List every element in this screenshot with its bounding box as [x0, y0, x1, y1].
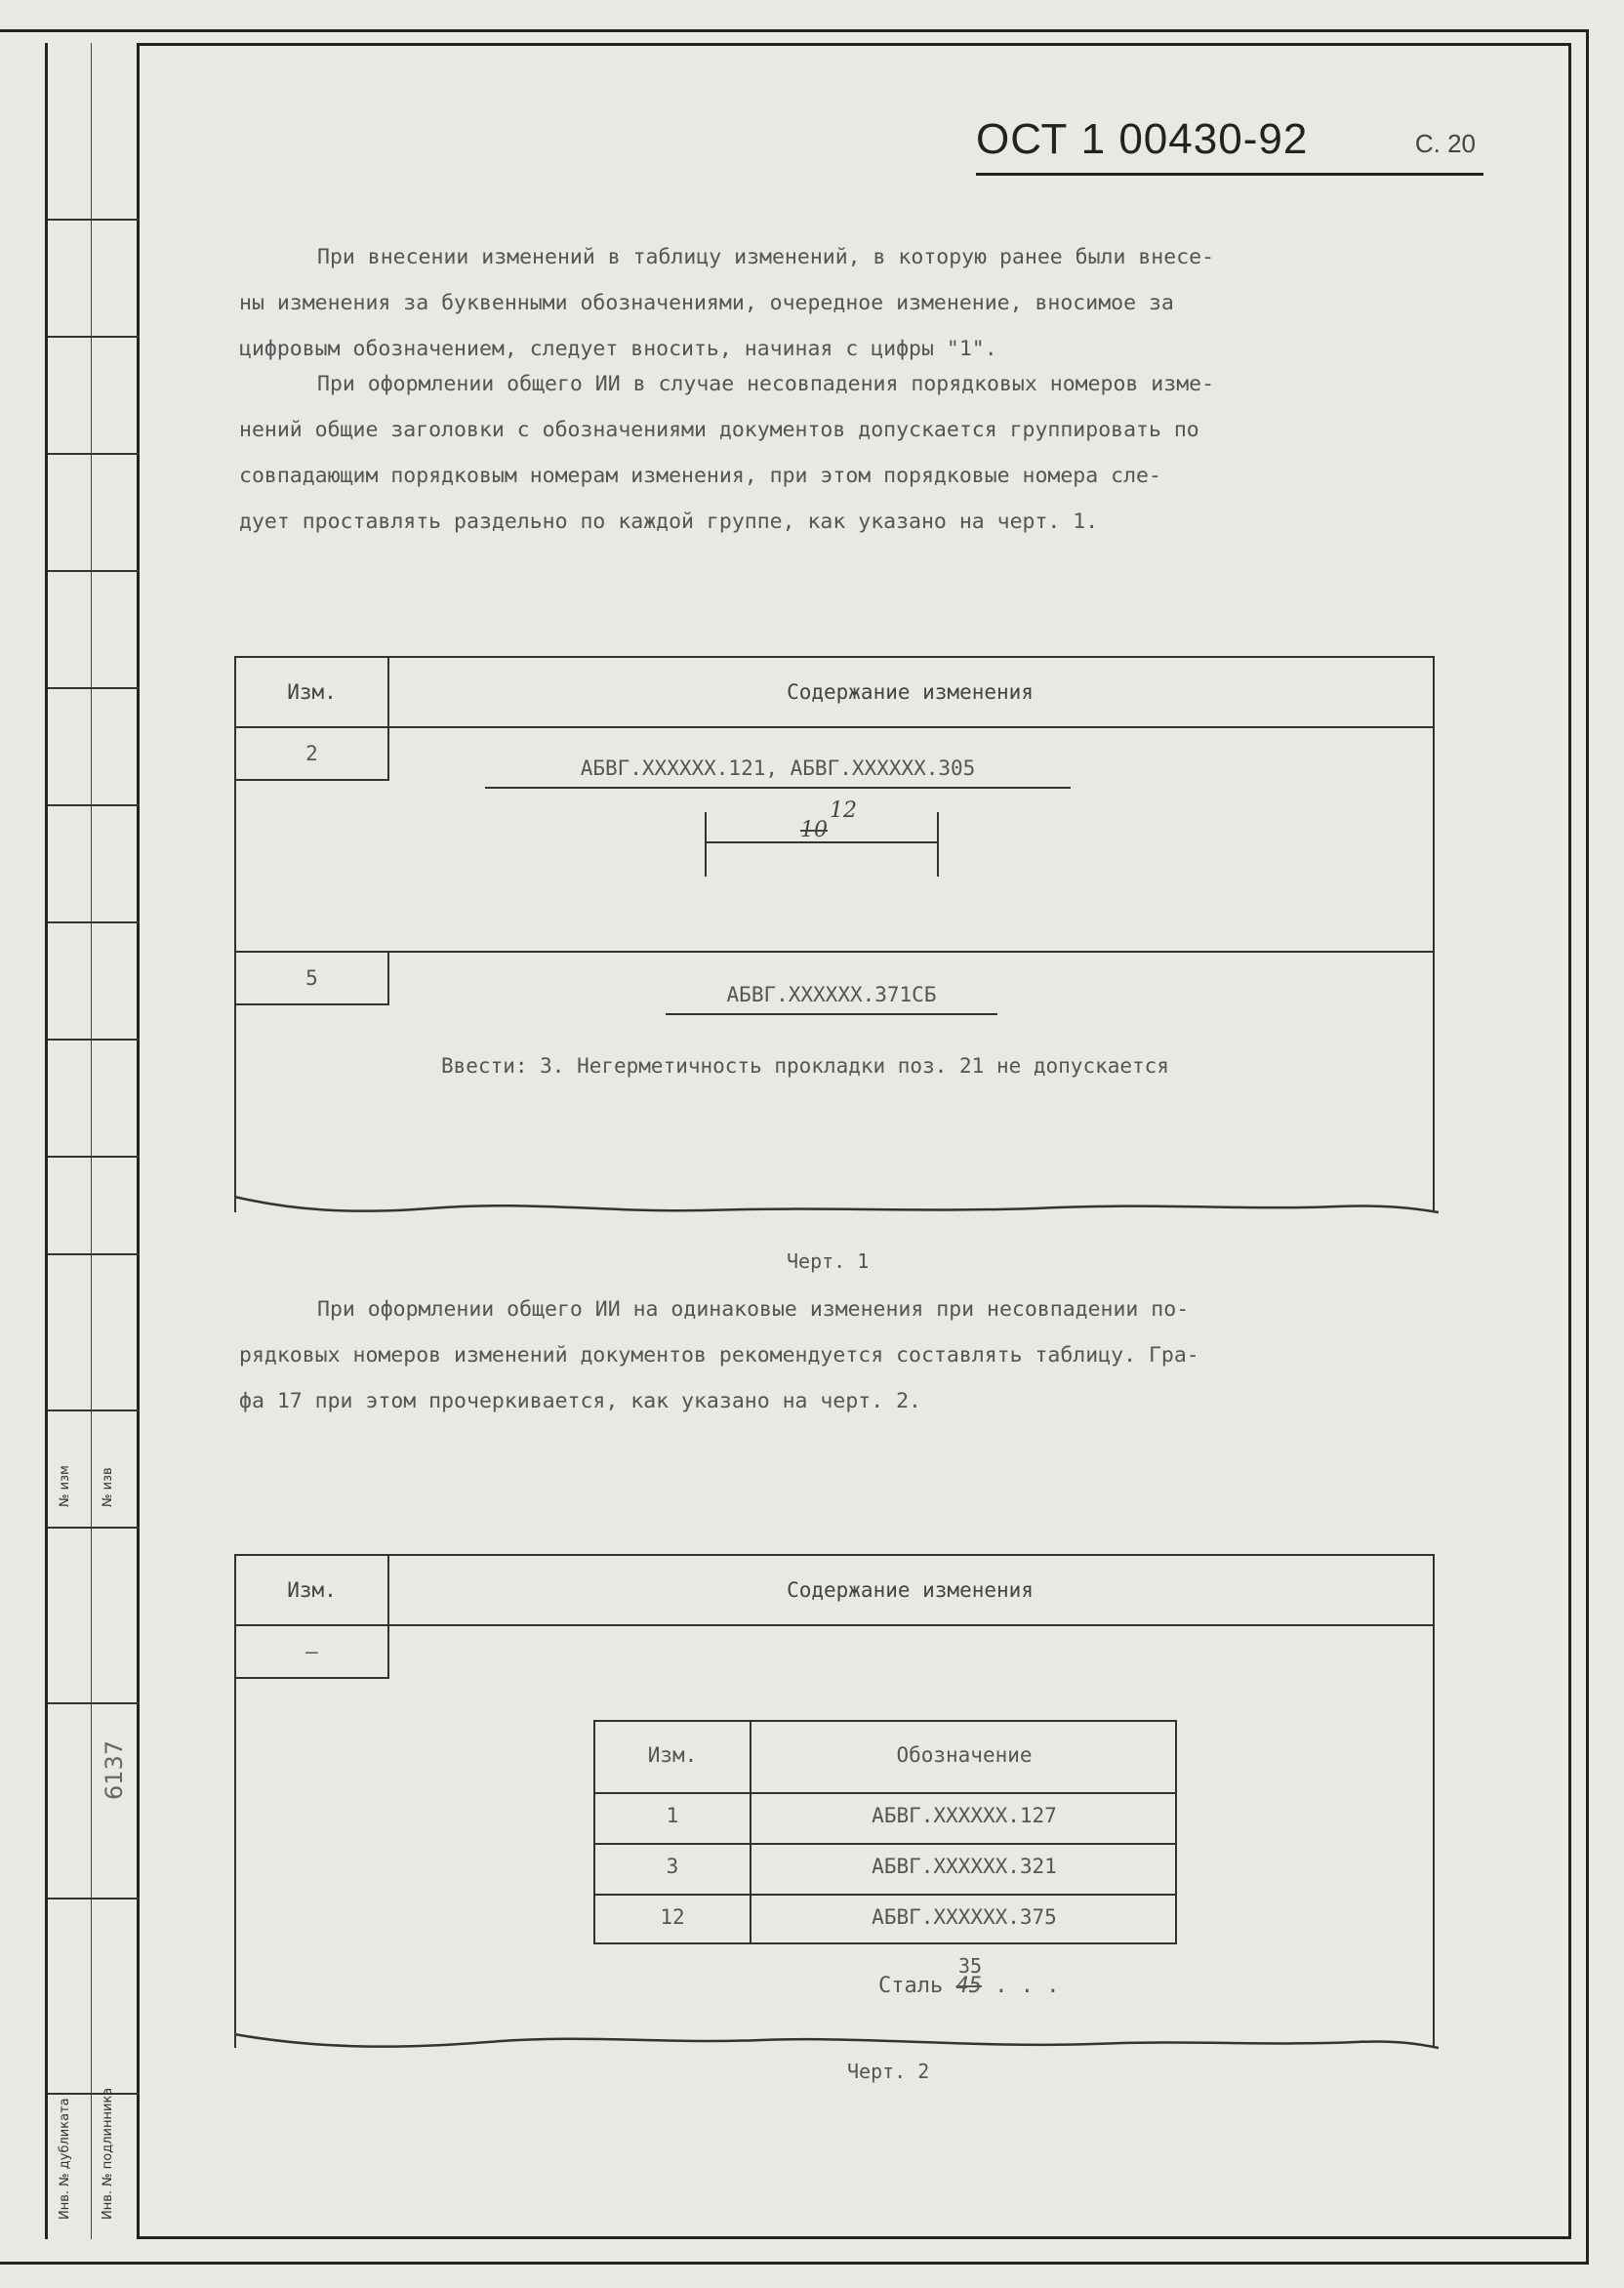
figure-1-caption: Черт. 1 — [787, 1249, 870, 1273]
document-designation: АБВГ.XXXXXX.371СБ — [666, 976, 997, 1015]
material-note — [878, 1954, 1060, 1998]
change-number: 5 — [236, 953, 389, 1005]
figure-2-caption: Черт. 2 — [847, 2060, 930, 2083]
paragraph-2: При оформлении общего ИИ в случае несовпадения порядковых номеров изме- нений общие заголовки с обозначениями документов допускается группировать по совпадающим порядковым номерам изменения, при этом порядковые номера сле- дует проставлять раздельно по каждой группе, как указано на черт. 1. — [239, 372, 1215, 534]
col-header-izm: Изм. — [236, 1556, 389, 1624]
designations-table — [593, 1720, 1177, 1944]
break-line — [234, 1193, 1439, 1216]
change-text: Ввести: 3. Негерметичность прокладки поз. 21 не допускается — [441, 1054, 1169, 1078]
table-row-izm: 1 — [666, 1804, 679, 1827]
inner-header-designation: Обозначение — [896, 1743, 1033, 1767]
strip-divider — [91, 43, 92, 2239]
change-number: 2 — [236, 728, 389, 781]
dimension-new-value: 12 — [830, 798, 857, 823]
table-row-designation: АБВГ.XXXXXX.321 — [872, 1855, 1057, 1878]
material-label: Сталь — [878, 1974, 944, 1998]
strip-label-izv-2: № изв — [101, 1467, 115, 1507]
page-number: С. 20 — [1414, 129, 1476, 158]
strip-label-izm: № изм — [58, 1465, 72, 1507]
strip-label-original: Инв. № подлинника — [101, 2087, 115, 2220]
dimension-mark — [705, 798, 958, 880]
col-header-content: Содержание изменения — [787, 680, 1034, 704]
strip-inventory-number: 6137 — [101, 1739, 128, 1800]
material-ellipsis: . . . — [995, 1974, 1060, 1998]
figure-1-table — [234, 656, 1435, 1212]
break-line — [234, 2028, 1439, 2052]
strip-label-duplicate: Инв. № дубликата — [58, 2098, 72, 2220]
paragraph-1: При внесении изменений в таблицу изменений, в которую ранее были внесе- ны изменения за буквенными обозначениями, очередное изменение, вносимое за цифровым обозначением, следует вносить, начиная с цифры "1". — [239, 245, 1215, 361]
col-header-izm: Изм. — [236, 658, 389, 726]
inner-header-izm: Изм. — [647, 1743, 698, 1767]
table-row-designation: АБВГ.XXXXXX.127 — [872, 1804, 1057, 1827]
table-row-designation: АБВГ.XXXXXX.375 — [872, 1905, 1057, 1929]
material-new-grade: 35 — [958, 1954, 983, 1978]
document-code: ОСТ 1 00430-92 — [976, 115, 1309, 163]
document-designations: АБВГ.XXXXXX.121, АБВГ.XXXXXX.305 — [485, 750, 1071, 789]
dimension-old-value: 10 — [800, 818, 828, 842]
binding-strip — [45, 43, 137, 2239]
paragraph-3: При оформлении общего ИИ на одинаковые изменения при несовпадении по- рядковых номеров изменений документов рекомендуется составлять таблицу. Гра- фа 17 при этом прочеркивается, как указано на черт. 2. — [239, 1297, 1199, 1413]
change-number-dash: – — [236, 1626, 389, 1679]
col-header-content: Содержание изменения — [787, 1578, 1034, 1602]
page-header — [976, 115, 1483, 176]
material-old-grade: 45 — [955, 1974, 982, 1998]
table-row-izm: 12 — [660, 1905, 685, 1929]
table-row-izm: 3 — [666, 1855, 679, 1878]
